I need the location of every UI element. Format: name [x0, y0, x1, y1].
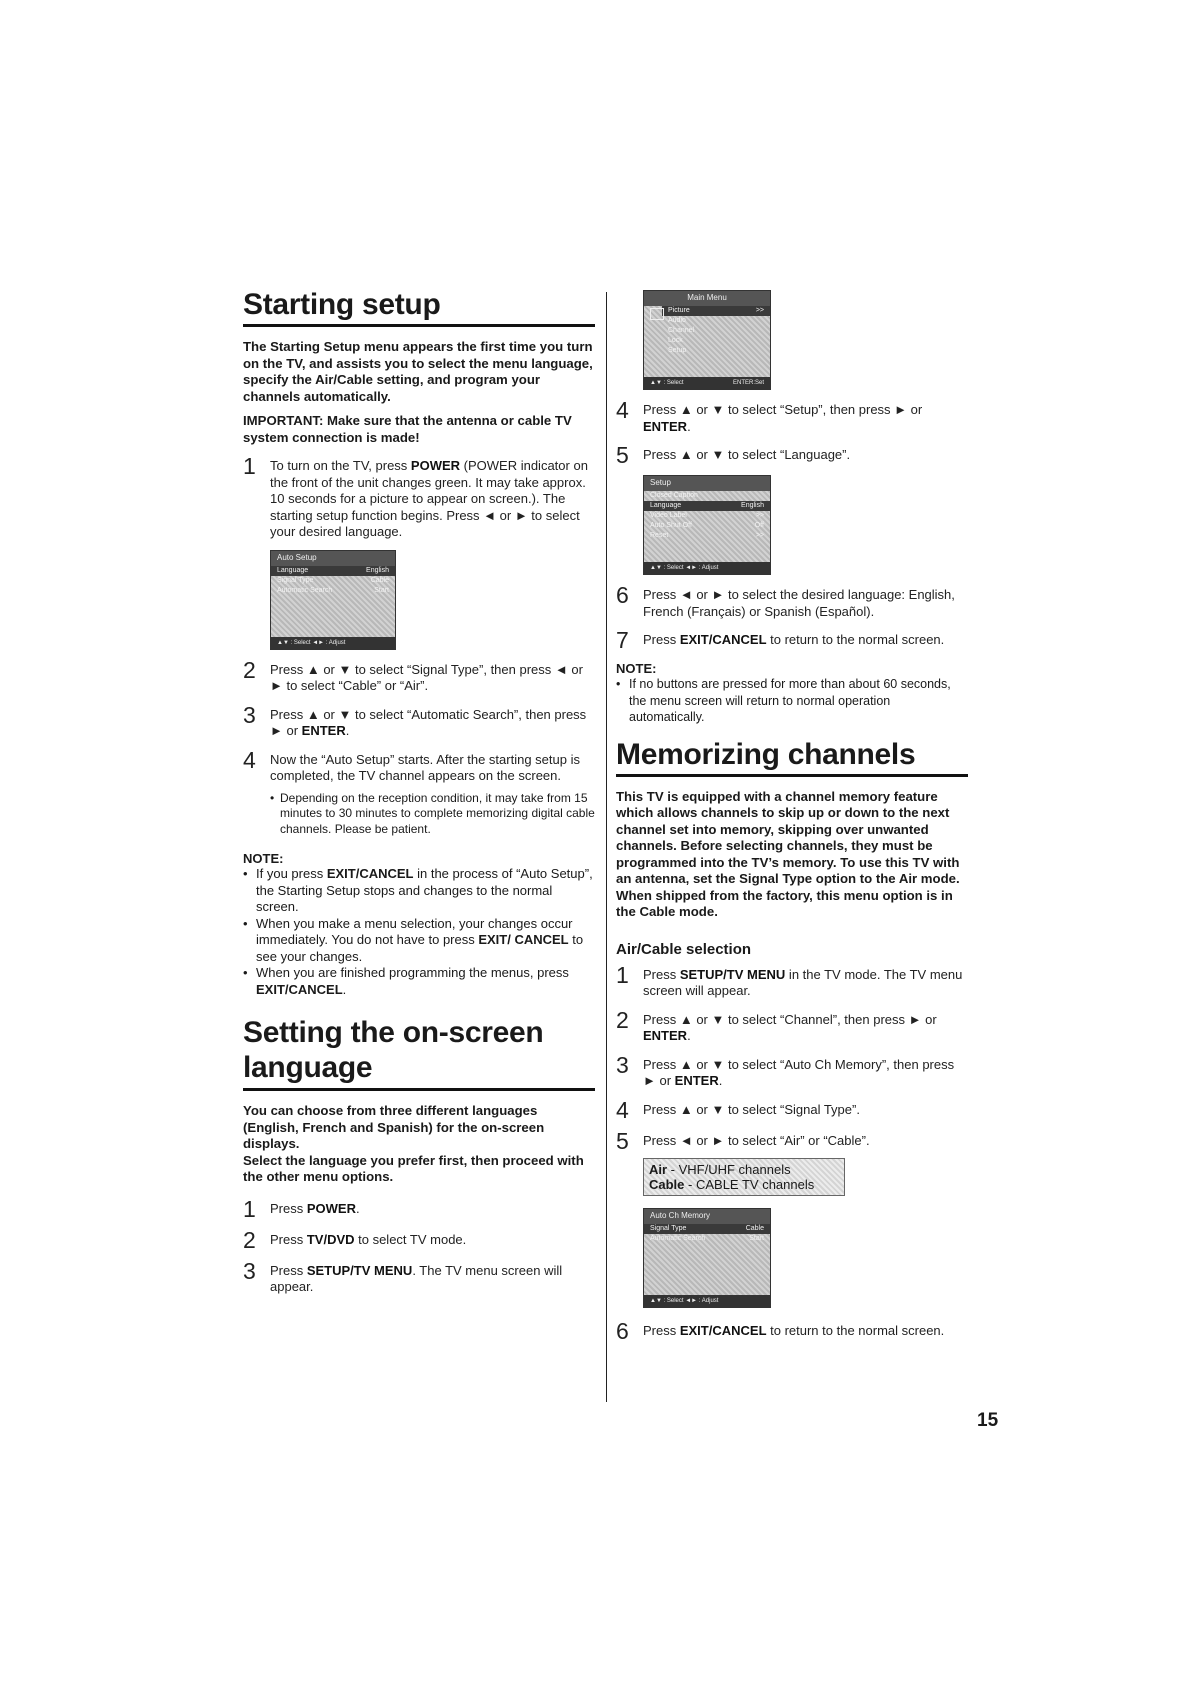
language-step-1: 1 Press POWER. — [243, 1195, 360, 1222]
screen-row-reset: Reset >> — [650, 532, 764, 539]
memorize-step-1: 1 Press SETUP/TV MENU in the TV mode. The TV menu screen will appear. — [616, 961, 963, 998]
screen-row-setup: Setup — [668, 347, 687, 354]
setup-step-2: 2 Press ▲ or ▼ to select “Signal Type”, then press ◄ or ► to select “Cable” or “Air”. — [243, 656, 583, 693]
starting-setup-title: Starting setup — [243, 288, 595, 327]
note-item: • When you make a menu selection, your changes occur immediately. You do not have to press EXIT/ CANCEL to see your changes. — [243, 915, 584, 964]
screen-footer: ▲▼ : Select ◄► : Adjust — [271, 637, 395, 649]
screen-row-language: Language English — [644, 501, 770, 511]
memorizing-channels-title: Memorizing channels — [616, 738, 968, 777]
note-heading: NOTE: — [243, 851, 284, 866]
note-item: • When you are finished programming the menus, press EXIT/CANCEL. — [243, 965, 569, 997]
page-number: 15 — [977, 1410, 999, 1431]
screen-row-video-label: Video Label >> — [650, 512, 764, 519]
screen-title: Auto Setup — [271, 551, 395, 566]
note-heading: NOTE: — [616, 661, 657, 676]
column-divider — [606, 292, 607, 1402]
left-column — [243, 288, 595, 1296]
screen-row-automatic-search: Automatic Search Start — [277, 586, 389, 594]
screen-footer: ▲▼ : Select ◄► : Adjust — [644, 1295, 770, 1307]
bullet-icon: • — [243, 915, 248, 931]
screen-row-signal-type: Signal Type Cable — [277, 576, 389, 584]
step-number: 1 — [243, 453, 256, 479]
screen-footer: ▲▼ : Select ◄► : Adjust — [644, 562, 770, 574]
main-menu-screen — [643, 290, 771, 390]
note-item: • If no buttons are pressed for more than about 60 seconds, the menu screen will return to normal operation automatically. — [616, 677, 951, 724]
bullet-icon: • — [616, 677, 621, 691]
memorize-step-2: 2 Press ▲ or ▼ to select “Channel”, then press ► or ENTER. — [616, 1006, 937, 1043]
memorizing-intro: This TV is equipped with a channel memory feature which allows channels to skip up or down to the next channel set into memory, skipping over unwanted channels. Before selecting channels, they must be programmed into the TV’s memory. To use this TV with an antenna, set the Signal Type option to the Air mode. When shipped from the factory, this menu option is in the Cable mode. — [616, 788, 960, 919]
note-item: • If you press EXIT/CANCEL in the process of “Auto Setup”, the Starting Setup stops and changes to the normal screen. — [243, 866, 593, 914]
screen-row-channel: Channel — [668, 327, 695, 334]
setup-step-3: 3 Press ▲ or ▼ to select “Automatic Search”, then press ► or ENTER. — [243, 701, 587, 738]
language-step-6: 6 Press ◄ or ► to select the desired language: English, French (Français) or Spanish (Español). — [616, 582, 955, 619]
bullet-icon: • — [270, 790, 275, 805]
setup-menu-screen — [643, 475, 771, 575]
language-step-3: 3 Press SETUP/TV MENU. The TV menu screen will appear. — [243, 1257, 563, 1294]
language-step-2: 2 Press TV/DVD to select TV mode. — [243, 1226, 467, 1253]
language-step-7: 7 Press EXIT/CANCEL to return to the normal screen. — [616, 627, 945, 653]
screen-row-audio: Audio — [668, 317, 686, 324]
screen-row-auto-shut-off: Auto Shut Off Off — [650, 522, 764, 529]
bullet-icon: • — [243, 965, 248, 980]
setup-step-4-bullet: • Depending on the reception condition, it may take from 15 minutes to 30 minutes to complete memorizing digital cable channels. Please be patient. — [270, 790, 595, 836]
setup-step-1: 1 To turn on the TV, press POWER (POWER indicator on the front of the unit changes green. It may take approx. 10 seconds for a picture to appear on screen.). The starting setup function begins. Press ◄ or ► to select your desired language. — [243, 453, 588, 539]
screen-row-signal-type: Signal Type Cable — [644, 1224, 770, 1234]
language-step-5: 5 Press ▲ or ▼ to select “Language”. — [616, 442, 851, 468]
power-key: POWER — [410, 458, 461, 473]
setup-step-4: 4 Now the “Auto Setup” starts. After the starting setup is completed, the TV channel appears on the screen. — [243, 746, 580, 783]
screen-row-lock: Lock — [668, 337, 683, 344]
memorize-step-4: 4 Press ▲ or ▼ to select “Signal Type”. — [616, 1096, 860, 1123]
auto-setup-screen — [270, 550, 396, 650]
language-intro-2: Select the language you prefer first, then proceed with the other menu options. — [243, 1152, 584, 1184]
screen-row-closed-caption: Closed Caption — [650, 492, 698, 499]
important-notice: IMPORTANT: Make sure that the antenna or cable TV system connection is made! — [243, 413, 572, 445]
language-step-4: 4 Press ▲ or ▼ to select “Setup”, then press ► or ENTER. — [616, 397, 923, 434]
screen-title: Auto Ch Memory — [644, 1209, 770, 1224]
screen-row-picture: Picture >> — [662, 306, 770, 316]
screen-title: Setup — [644, 476, 770, 491]
onscreen-language-title: Setting the on-screen language — [243, 1016, 595, 1091]
picture-icon — [650, 308, 664, 320]
memorize-step-6: 6 Press EXIT/CANCEL to return to the normal screen. — [616, 1317, 945, 1344]
screen-footer: ▲▼ : Select ENTER:Set — [644, 377, 770, 389]
screen-title: Main Menu — [644, 291, 770, 306]
air-cable-legend: Air - VHF/UHF channels Cable - CABLE TV channels — [643, 1158, 845, 1196]
starting-setup-intro: The Starting Setup menu appears the first time you turn on the TV, and assists you to select the menu language, specify the Air/Cable setting, and program your channels automatically. — [243, 339, 593, 404]
screen-row-automatic-search: Automatic Search Start — [650, 1234, 764, 1242]
auto-ch-memory-screen — [643, 1208, 771, 1308]
screen-row-language: Language English — [271, 566, 395, 576]
memorize-step-5: 5 Press ◄ or ► to select “Air” or “Cable”. — [616, 1127, 870, 1154]
language-intro-1: You can choose from three different languages (English, French and Spanish) for the on-screen displays. — [243, 1103, 545, 1151]
right-column — [616, 290, 968, 1342]
air-cable-subtitle: Air/Cable selection — [616, 940, 752, 958]
bullet-icon: • — [243, 866, 248, 881]
memorize-step-3: 3 Press ▲ or ▼ to select “Auto Ch Memory”, then press ► or ENTER. — [616, 1051, 955, 1088]
